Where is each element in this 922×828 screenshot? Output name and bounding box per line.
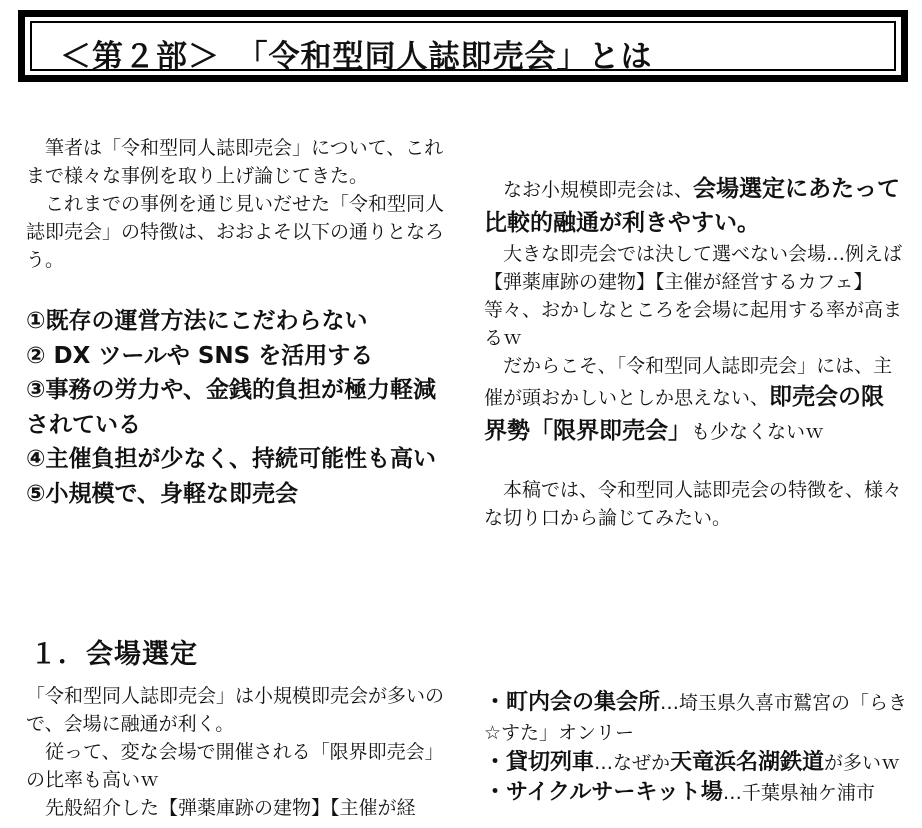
section-heading: １．会場選定 [30, 639, 198, 670]
section-left-column [26, 682, 446, 822]
section-left-paragraph-1: 「令和型同人誌即売会」は小規模即売会が多いので、会場に融通が利く。 [26, 685, 445, 735]
feature-item-5: ⑤小規模で、身軽な即売会 [26, 480, 299, 507]
intro-column [26, 134, 446, 511]
title-frame [18, 10, 908, 82]
right-p1-text: なお小規模即売会は、 [503, 179, 694, 201]
right-column [484, 172, 904, 532]
intro-paragraph-2: これまでの事例を通じ見いだせた「令和型同人誌即売会」の特徴は、おおよそ以下の通りとなろう。 [26, 193, 445, 271]
feature-item-3: ③事務の労力や、金銭的負担が極力軽減されている [26, 377, 437, 438]
venue-label-2: ・貸切列車 [484, 750, 595, 775]
right-paragraph-4: 本稿では、令和型同人誌即売会の特徴を、様々な切り口から論じてみたい。 [484, 479, 903, 529]
venue-item-2 [484, 748, 914, 778]
right-paragraph-3 [484, 352, 904, 448]
section-left-paragraph-3: 先般紹介した【弾薬庫跡の建物】【主催が経 [45, 797, 416, 819]
right-p1-emphasis: 会場選定にあたって比較的融通が利きやすい。 [484, 176, 901, 236]
venue-label-3: ・サイクルサーキット場 [484, 780, 723, 805]
right-paragraph-2: 大きな即売会では決して選べない会場…例えば【弾薬庫跡の建物】【主催が経営するカフェ】等々、おかしなところを会場に起用する率が高まるｗ [484, 243, 903, 349]
title-inner-border [30, 21, 896, 75]
venue-emphasis-2: 天竜浜名湖鉄道 [670, 750, 825, 775]
feature-item-4: ④主催負担が少なく、持続可能性も高い [26, 446, 437, 472]
section-left-paragraph-2: 従って、変な会場で開催される「限界即売会」の比率も高いｗ [26, 741, 444, 791]
venue-list [484, 688, 914, 808]
venue-label-1: ・町内会の集会所 [484, 690, 661, 715]
feature-list [26, 304, 446, 511]
venue-text-1: …埼玉県久喜市鷲宮の「らき☆すた」オンリー [484, 692, 908, 744]
venue-item-1 [484, 688, 914, 748]
right-p3-emphasis: 即売会の限界勢「限界即売会」 [484, 384, 885, 444]
venue-text-3: …千葉県袖ケ浦市 [722, 782, 875, 804]
venue-item-3 [484, 778, 914, 808]
venue-text-2a: …なぜか [594, 752, 671, 774]
venue-text-2c: が多いｗ [824, 752, 901, 774]
intro-paragraph-1: 筆者は「令和型同人誌即売会」について、これまで様々な事例を取り上げ論じてきた。 [26, 137, 444, 187]
feature-item-2: ② DX ツールや SNS を活用する [26, 342, 374, 369]
right-paragraph-1 [484, 172, 904, 240]
feature-item-1: ①既存の運営方法にこだわらない [26, 308, 368, 334]
right-p3-text: だからこそ、「令和型同人誌即売会」には、主催が頭おかしいとしか思えない、 [484, 355, 893, 409]
right-p3-tail: も少なくないｗ [691, 421, 825, 443]
page-title: ＜第２部＞ 「令和型同人誌即売会」とは [60, 39, 653, 75]
